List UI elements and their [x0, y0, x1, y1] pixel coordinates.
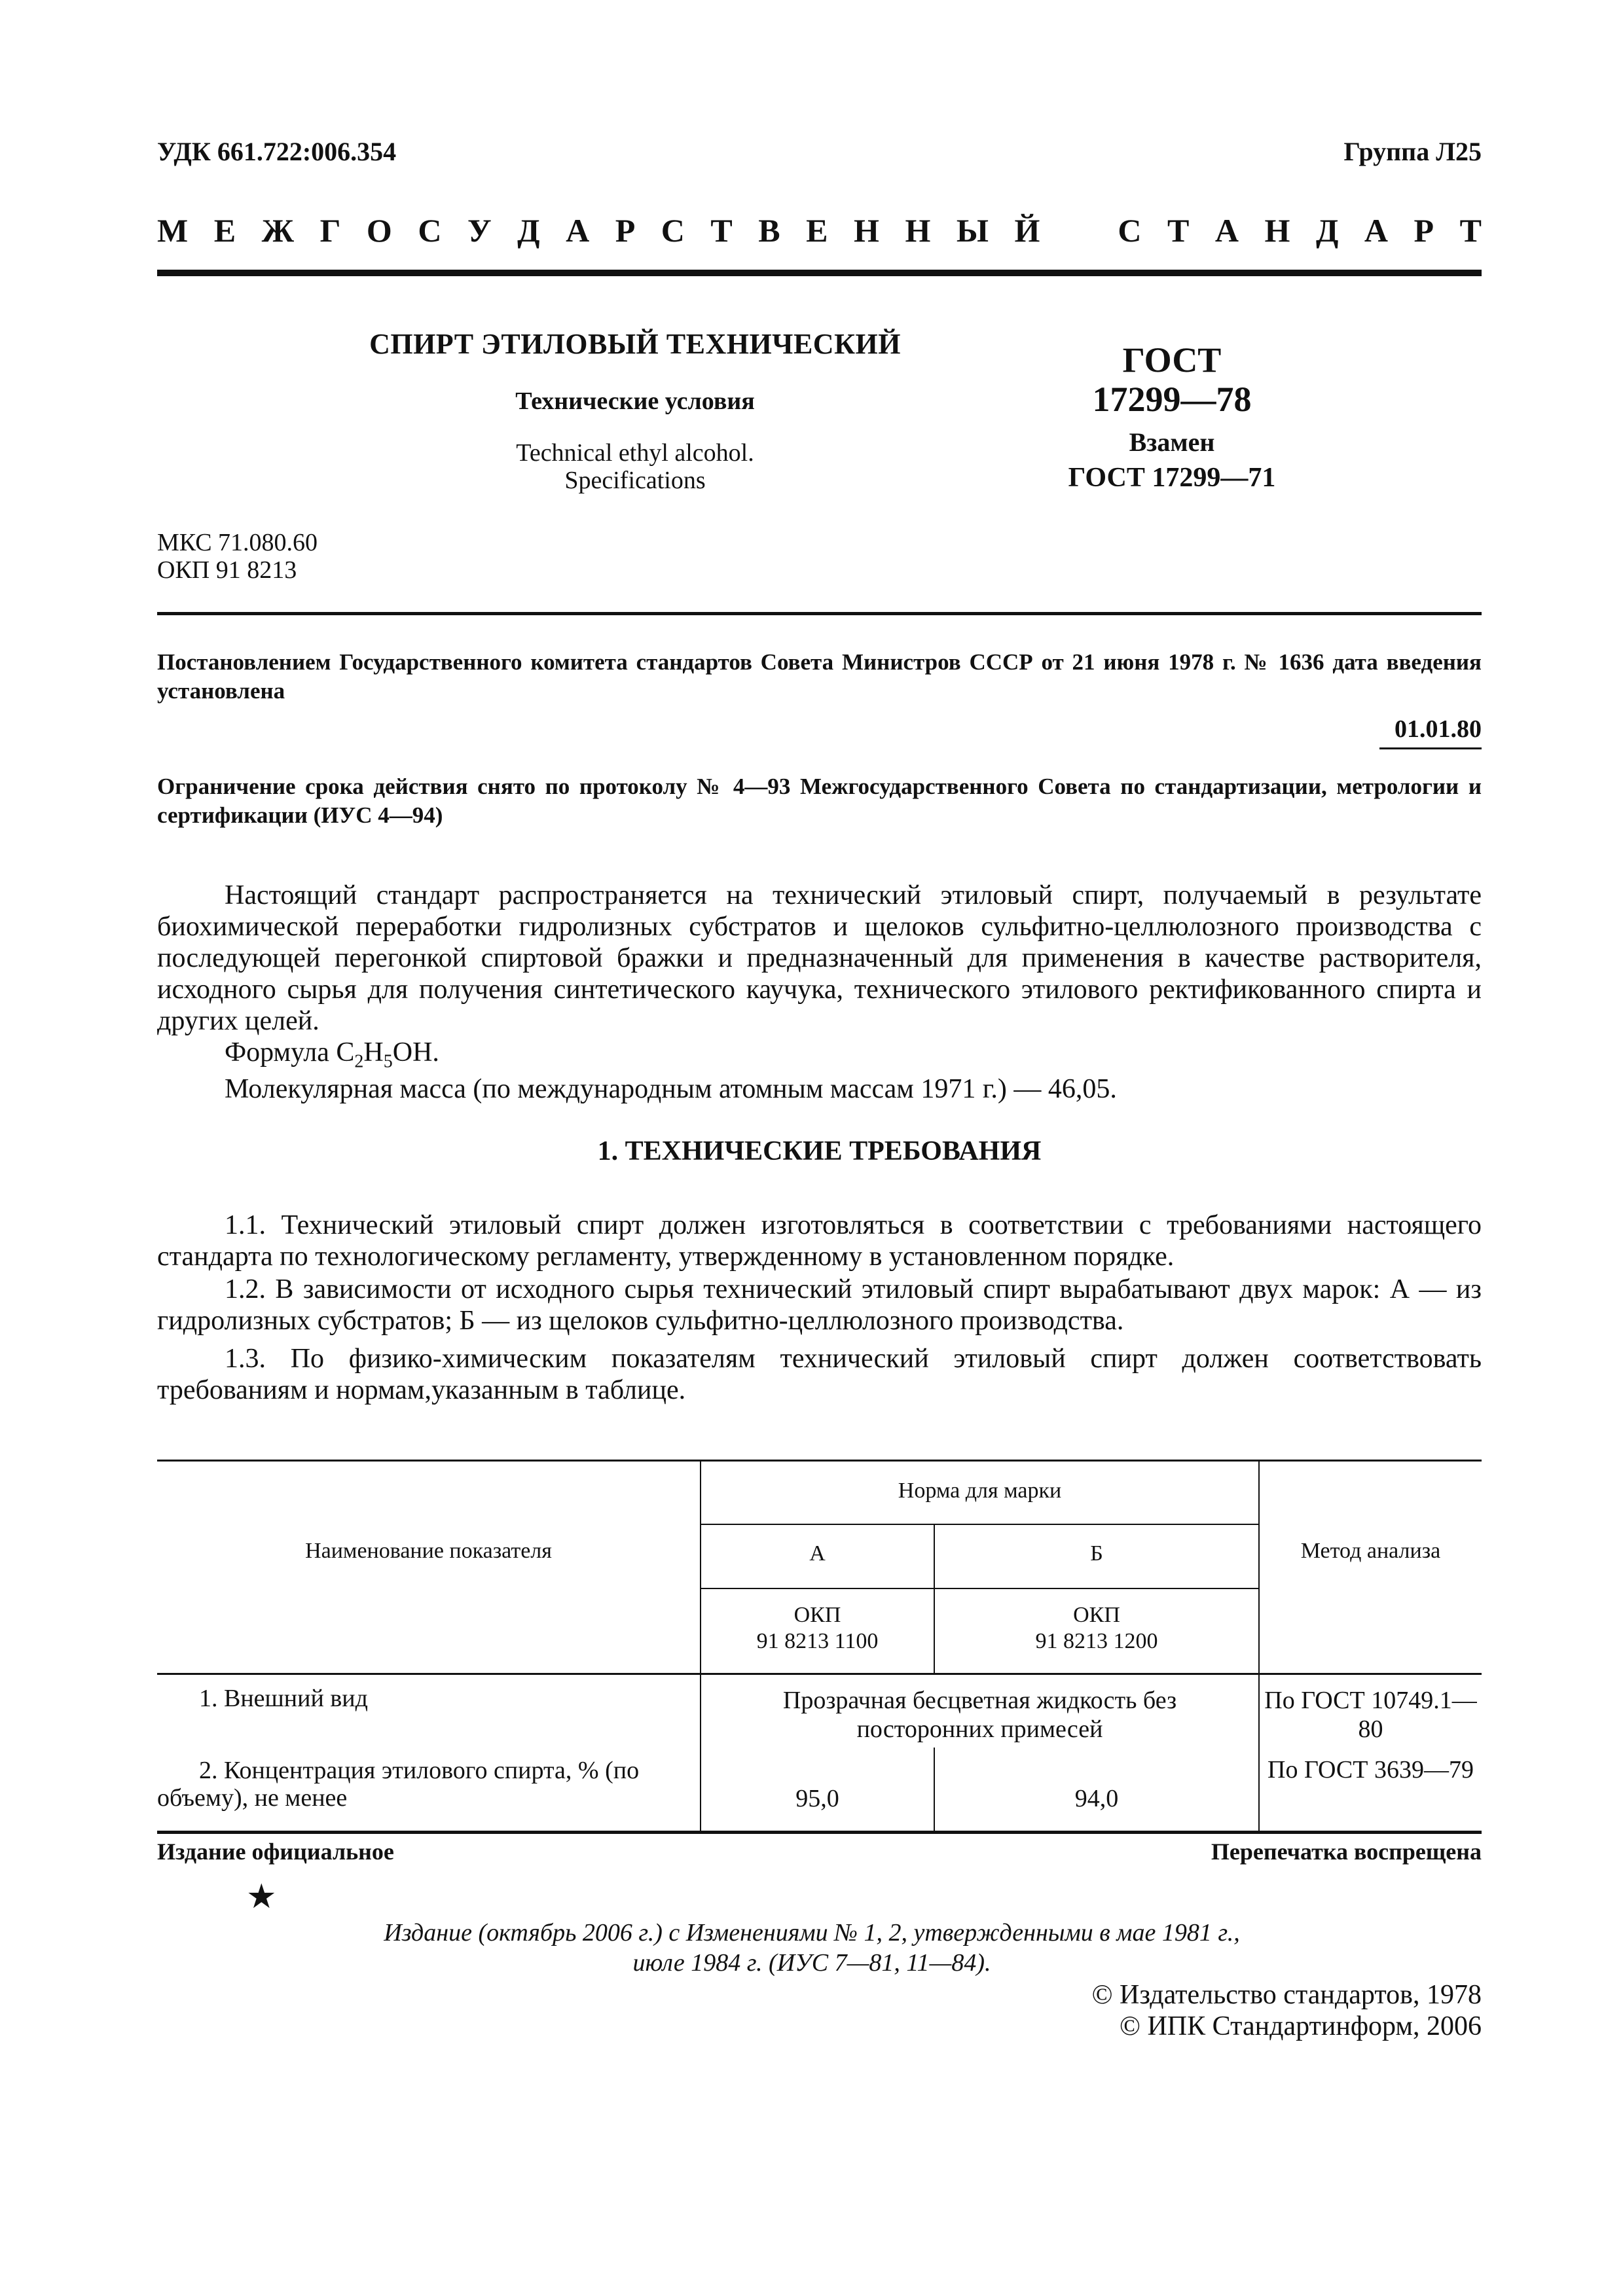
- row2-indicator-line2: объему), не менее: [157, 1784, 348, 1812]
- edition-note: [288, 1918, 1336, 1978]
- date-underline: [1379, 747, 1482, 749]
- formula-h: H: [363, 1037, 384, 1067]
- requirements-table: [157, 1460, 1482, 1834]
- interstate-letter: Т: [710, 212, 733, 249]
- interstate-letter: В: [758, 212, 780, 249]
- standard-letter: Т: [1167, 212, 1190, 249]
- decree-text: Постановлением Государственного комитета стандартов Совета Министров СССР от 21 июня 1978 г. № 1636 дата введения установлена: [157, 649, 1482, 704]
- title-rule: [157, 612, 1482, 615]
- interstate-letter: Д: [517, 212, 540, 249]
- okp-grade-a: [701, 1602, 934, 1655]
- row1-norm: [701, 1686, 1258, 1744]
- header-norm-for-grade: Норма для марки: [898, 1479, 1062, 1503]
- formula-text: Формула C: [225, 1037, 355, 1067]
- english-title-line2: Specifications: [564, 467, 706, 494]
- formula-line: [157, 1037, 1482, 1077]
- row2-indicator-line1: 2. Концентрация этилового спирта, % (по: [199, 1757, 640, 1784]
- gost-label: ГОСТ: [1122, 340, 1222, 380]
- star-icon: ★: [246, 1878, 277, 1916]
- interstate-letter: Е: [213, 212, 236, 249]
- header-analysis-method: Метод анализа: [1300, 1539, 1441, 1563]
- interstate-letter: Ж: [261, 212, 295, 249]
- row1-indicator: 1. Внешний вид: [199, 1685, 368, 1712]
- limitation-text: Ограничение срока действия снято по протоколу № 4—93 Межгосударственного Совета по стандартизации, метрологии и сертификации (ИУС 4—94): [157, 774, 1482, 828]
- formula-sub-5: 5: [383, 1051, 393, 1072]
- row1-norm-line2: посторонних примесей: [856, 1715, 1103, 1743]
- gost-number-block: [1021, 340, 1322, 496]
- header-rule: [157, 270, 1482, 276]
- standard-letter: Н: [1264, 212, 1290, 249]
- edition-note-line2: июле 1984 г. (ИУС 7—81, 11—84).: [632, 1949, 991, 1977]
- clause-1-1: 1.1. Технический этиловый спирт должен изготовляться в соответствии с требованиями настоящего стандарта по технологическому регламенту, утвержденному в установленном порядке.: [157, 1210, 1482, 1272]
- interstate-letter: Н: [905, 212, 931, 249]
- document-subtitle: Технические условия: [515, 387, 755, 415]
- scope-paragraph: Настоящий стандарт распространяется на технический этиловый спирт, получаемый в результате биохимической переработки гидролизных субстратов и щелоков сульфитно-целлюлозного производства с последующей перегонкой спиртовой бражки и предназначенный для применения в качестве растворителя, исходного сырья для получения синтетического каучука, технического этилового ректификованного спирта и других целей.: [157, 880, 1482, 1036]
- okp-a-code: 91 8213 1100: [756, 1629, 879, 1653]
- document-title: СПИРТ ЭТИЛОВЫЙ ТЕХНИЧЕСКИЙ: [369, 328, 901, 360]
- replaces-label: Взамен: [1129, 427, 1215, 457]
- row1-norm-line1: Прозрачная бесцветная жидкость без: [782, 1687, 1177, 1714]
- row2-method: По ГОСТ 3639—79: [1267, 1756, 1474, 1784]
- copyright-block: [1092, 1979, 1482, 2042]
- okp-b-code: 91 8213 1200: [1035, 1629, 1158, 1653]
- table-grade-underline: [701, 1588, 1258, 1589]
- clause-1-3: 1.3. По физико-химическим показателям технический этиловый спирт должен соответствовать требованиям и нормам,указанным в таблице.: [157, 1344, 1482, 1405]
- okp-code: ОКП 91 8213: [157, 556, 297, 584]
- interstate-letter: А: [566, 212, 590, 249]
- row1-method: По ГОСТ 10749.1—80: [1264, 1687, 1477, 1743]
- standard-letter: С: [1118, 212, 1142, 249]
- row2-grade-a: 95,0: [795, 1785, 839, 1812]
- standard-letter: Т: [1459, 212, 1482, 249]
- interstate-letter: Е: [806, 212, 828, 249]
- english-title-line1: Technical ethyl alcohol.: [516, 439, 754, 467]
- replaced-gost: ГОСТ 17299—71: [1068, 463, 1276, 493]
- table-top-line: [157, 1460, 1482, 1462]
- interstate-letter: О: [366, 212, 392, 249]
- table-norm-underline: [701, 1524, 1258, 1525]
- molar-mass-line: Молекулярная масса (по международным атомным массам 1971 г.) — 46,05.: [225, 1074, 1117, 1104]
- interstate-letter: Г: [319, 212, 341, 249]
- reprint-prohibited: Перепечатка воспрещена: [1211, 1839, 1482, 1865]
- english-title: [340, 439, 930, 494]
- classification-codes: [157, 529, 318, 584]
- row2-indicator: [157, 1757, 697, 1812]
- udk-code: УДК 661.722:006.354: [157, 137, 397, 166]
- interstate-letter: С: [418, 212, 442, 249]
- copyright-2006: © ИПК Стандартинформ, 2006: [1120, 2011, 1482, 2041]
- standard-letter: А: [1364, 212, 1388, 249]
- edition-note-line1: Издание (октябрь 2006 г.) с Изменениями № 1, 2, утвержденными в мае 1981 г.,: [384, 1919, 1240, 1946]
- interstate-letter: Н: [854, 212, 879, 249]
- table-header-bottom: [157, 1673, 1482, 1675]
- okp-grade-b: [935, 1602, 1258, 1655]
- interstate-letter: С: [661, 212, 685, 249]
- interstate-letter: Й: [1014, 212, 1040, 249]
- formula-oh: OH.: [392, 1037, 439, 1067]
- okp-b-label: ОКП: [1073, 1603, 1120, 1627]
- header-grade-a: А: [809, 1541, 826, 1566]
- standard-letter: Р: [1413, 212, 1434, 249]
- interstate-letter: М: [157, 212, 189, 249]
- okp-a-label: ОКП: [793, 1603, 841, 1627]
- interstate-letter: Р: [615, 212, 636, 249]
- interstate-standard-heading: [157, 211, 1482, 250]
- row2-grade-b: 94,0: [1074, 1785, 1119, 1812]
- formula-sub-2: 2: [354, 1051, 364, 1072]
- interstate-letter: Ы: [956, 212, 989, 249]
- section-1-title: 1. ТЕХНИЧЕСКИЕ ТРЕБОВАНИЯ: [597, 1136, 1042, 1166]
- copyright-1978: © Издательство стандартов, 1978: [1091, 1980, 1482, 2010]
- official-edition: Издание официальное: [157, 1839, 394, 1865]
- table-bottom-line: [157, 1831, 1482, 1834]
- introduction-date: 01.01.80: [1395, 715, 1482, 743]
- gost-number: 17299—78: [1092, 380, 1252, 419]
- title-block: [340, 327, 930, 494]
- interstate-letter: У: [467, 212, 492, 249]
- header-grade-b: Б: [1090, 1541, 1103, 1566]
- mks-code: МКС 71.080.60: [157, 529, 318, 556]
- clause-1-2: 1.2. В зависимости от исходного сырья технический этиловый спирт вырабатывают двух марок: А — из гидролизных субстратов; Б — из щелоков сульфитно-целлюлозного производства.: [157, 1274, 1482, 1336]
- standard-letter: А: [1214, 212, 1239, 249]
- group-code: Группа Л25: [1343, 137, 1482, 166]
- header-indicator-name: Наименование показателя: [305, 1539, 552, 1563]
- standard-letter: Д: [1315, 212, 1339, 249]
